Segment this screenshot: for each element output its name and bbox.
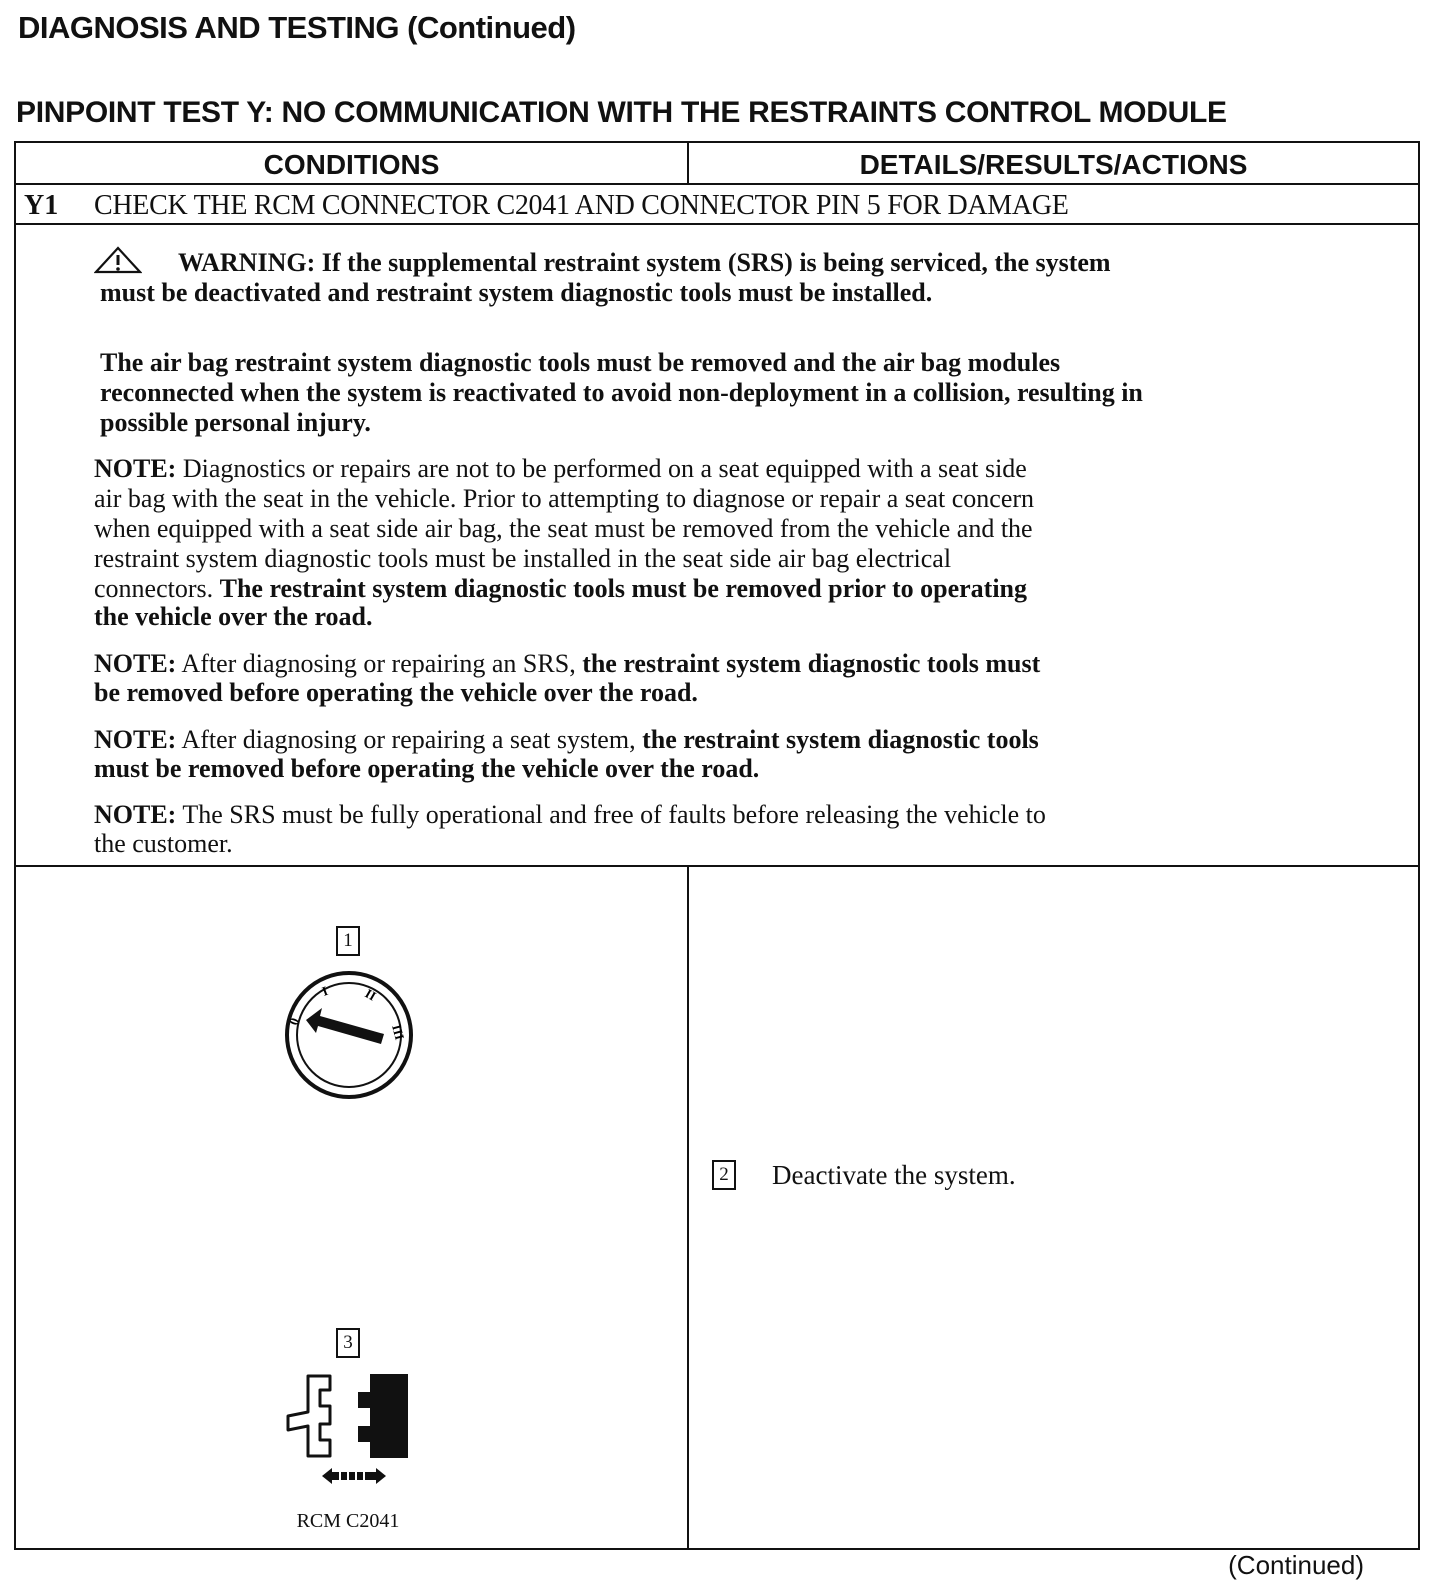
ignition-position-1: I [319,982,330,999]
note-text: connectors. [94,574,214,603]
notes-divider [16,865,1418,867]
note-text: Diagnostics or repairs are not to be performed on a seat equipped with a seat side [182,454,1027,483]
note-label: NOTE: [94,649,177,678]
page-header: DIAGNOSIS AND TESTING (Continued) [18,10,576,45]
callout-1: 1 [336,926,360,956]
note-1-line-6: the vehicle over the road. [94,602,373,631]
step-id: Y1 [24,190,59,221]
ignition-switch-icon [284,970,414,1100]
note-bold-text: the restraint system diagnostic tools [642,725,1039,754]
action-text: Deactivate the system. [772,1160,1016,1190]
note-1-line-4: restraint system diagnostic tools must be installed in the seat side air bag electrical [94,544,952,573]
details-header: DETAILS/RESULTS/ACTIONS [859,149,1248,180]
note-2-line-2: be removed before operating the vehicle over the road. [94,678,698,707]
rcm-connector-icon [284,1372,416,1492]
note-bold-text: the restraint system diagnostic tools must [582,649,1041,678]
note-label: NOTE: [94,800,177,829]
note-4-line-2: the customer. [94,829,233,858]
note-bold-text: The restraint system diagnostic tools must be removed prior to operating [219,574,1028,603]
ignition-position-0: 0 [285,1015,303,1028]
note-1-line-1 [94,454,1027,484]
note-4-line-1 [94,800,1046,830]
note-3-line-2: must be removed before operating the vehicle over the road. [94,754,760,783]
note-label: NOTE: [94,454,177,483]
callout-3: 3 [336,1328,360,1358]
continued-label: (Continued) [1228,1550,1364,1580]
test-title: PINPOINT TEST Y: NO COMMUNICATION WITH THE RESTRAINTS CONTROL MODULE [16,96,1227,129]
note-text: After diagnosing or repairing a seat system, [181,725,636,754]
ignition-position-2: II [362,985,379,1004]
warning-triangle-icon [94,246,142,274]
conditions-header: CONDITIONS [263,149,440,180]
note-label: NOTE: [94,725,177,754]
warning-para2-line-1: The air bag restraint system diagnostic tools must be removed and the air bag modules [100,348,1061,377]
note-text: After diagnosing or repairing an SRS, [181,649,576,678]
note-1-line-5 [94,574,1027,604]
ignition-position-3: III [389,1022,408,1042]
note-3-line-1 [94,725,1039,755]
warning-para2-line-2: reconnected when the system is reactivated to avoid non-deployment in a collision, resulting in [100,378,1143,407]
note-1-line-3: when equipped with a seat side air bag, the seat must be removed from the vehicle and the [94,514,1033,543]
note-2-line-1 [94,649,1040,679]
note-1-line-2: air bag with the seat in the vehicle. Prior to attempting to diagnose or repair a seat concern [94,484,1035,513]
step-title: CHECK THE RCM CONNECTOR C2041 AND CONNECTOR PIN 5 FOR DAMAGE [94,190,1069,221]
body-column-divider [687,865,689,1548]
warning-line-1: WARNING: If the supplemental restraint system (SRS) is being serviced, the system [178,248,1111,277]
connector-label: RCM C2041 [296,1510,400,1532]
callout-2: 2 [712,1160,736,1190]
warning-line-2: must be deactivated and restraint system diagnostic tools must be installed. [100,278,933,307]
warning-para2-line-3: possible personal injury. [100,408,371,437]
note-text: The SRS must be fully operational and free of faults before releasing the vehicle to [182,800,1046,829]
